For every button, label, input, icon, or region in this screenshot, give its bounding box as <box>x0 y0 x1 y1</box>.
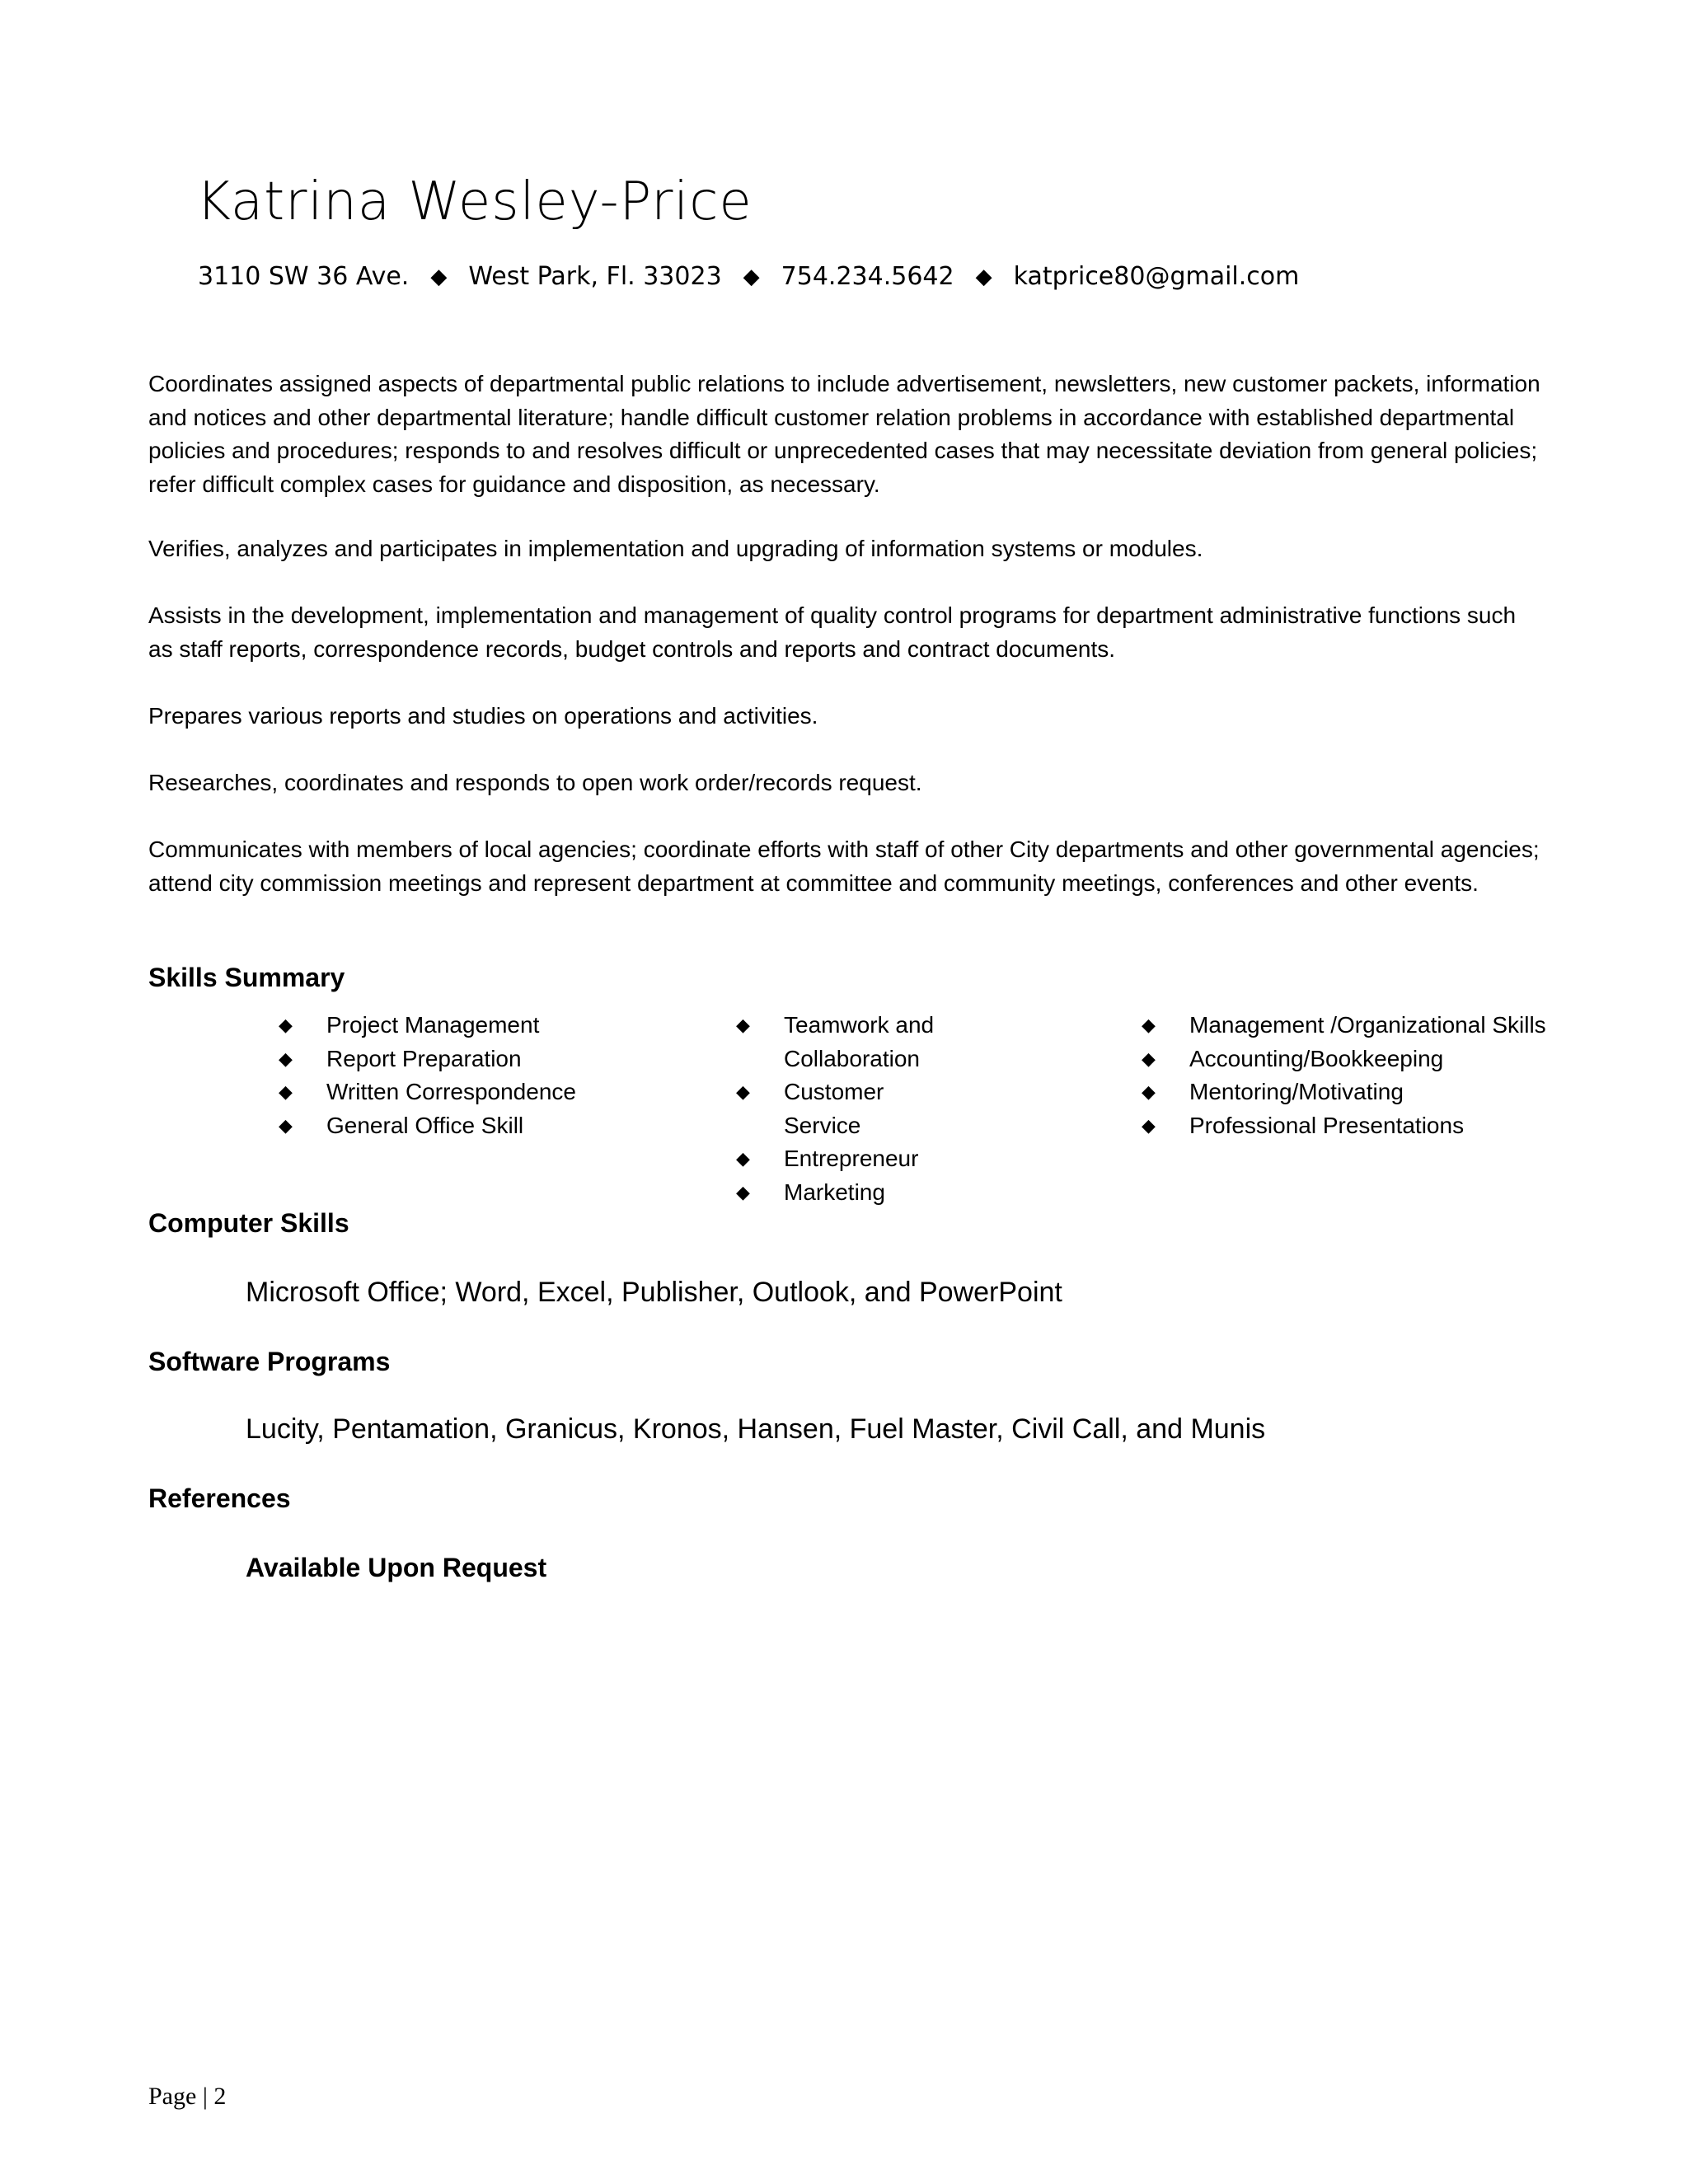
skill-item: ◆ Report Preparation <box>279 1043 649 1076</box>
diamond-bullet-icon: ◆ <box>1142 1081 1156 1102</box>
diamond-bullet-icon: ◆ <box>736 1181 750 1202</box>
software-programs-heading: Software Programs <box>148 1347 391 1376</box>
diamond-separator-icon: ◆ <box>975 265 992 289</box>
duty-paragraph: Researches, coordinates and responds to open work order/records request. <box>148 770 922 795</box>
diamond-bullet-icon: ◆ <box>279 1114 293 1136</box>
address: 3110 SW 36 Ave. <box>198 262 410 291</box>
candidate-name: Katrina Wesley-Price <box>196 171 753 232</box>
software-programs-text: Lucity, Pentamation, Granicus, Kronos, Hansen, Fuel Master, Civil Call, and Munis <box>246 1413 1266 1445</box>
diamond-bullet-icon: ◆ <box>736 1081 750 1102</box>
diamond-bullet-icon: ◆ <box>279 1081 293 1102</box>
diamond-bullet-icon: ◆ <box>279 1047 293 1069</box>
diamond-bullet-icon: ◆ <box>1142 1114 1156 1136</box>
diamond-bullet-icon: ◆ <box>1142 1047 1156 1069</box>
skill-item: ◆ Entrepreneur <box>736 1142 967 1176</box>
skill-item: ◆ Written Correspondence <box>279 1076 649 1109</box>
computer-skills-text: Microsoft Office; Word, Excel, Publisher, Outlook, and PowerPoint <box>246 1277 1062 1308</box>
diamond-bullet-icon: ◆ <box>1142 1015 1156 1035</box>
skill-item: ◆ Marketing <box>736 1176 967 1210</box>
diamond-bullet-icon: ◆ <box>736 1148 750 1169</box>
duty-paragraph: Verifies, analyzes and participates in implementation and upgrading of information systems or modules. <box>148 536 1203 561</box>
skill-item: ◆ Professional Presentations <box>1142 1109 1570 1143</box>
skill-item: ◆ Teamwork and Collaboration <box>736 1009 967 1076</box>
skill-item: ◆ Project Management <box>279 1009 649 1043</box>
duty-paragraph: Prepares various reports and studies on operations and activities. <box>148 703 818 729</box>
email-address: katprice80@gmail.com <box>1013 262 1300 291</box>
skills-column-1 <box>279 1009 649 1142</box>
duty-paragraph: Communicates with members of local agencies; coordinate efforts with staff of other City departments and other governmental agencies; attend city commission meetings and represent department at committee and community meetings, conferences and other events. <box>148 837 1540 896</box>
skills-column-2 <box>736 1009 967 1209</box>
skill-item: ◆ Management /Organizational Skills <box>1142 1009 1570 1043</box>
skill-item: ◆ Accounting/Bookkeeping <box>1142 1043 1570 1076</box>
diamond-bullet-icon: ◆ <box>736 1015 750 1035</box>
skill-item: ◆ General Office Skill <box>279 1109 649 1143</box>
city-state-zip: West Park, Fl. 33023 <box>468 262 722 291</box>
duty-paragraph: Assists in the development, implementation and management of quality control programs for department administrative functions such as staff reports, correspondence records, budget controls and reports and contract documents. <box>148 602 1517 662</box>
phone-number: 754.234.5642 <box>781 262 954 291</box>
diamond-separator-icon: ◆ <box>743 265 760 289</box>
skill-item: ◆ Customer Service <box>736 1076 967 1142</box>
diamond-separator-icon: ◆ <box>430 265 448 289</box>
page-number: Page | 2 <box>148 2083 227 2110</box>
duty-paragraph: Coordinates assigned aspects of departmental public relations to include advertisement, newsletters, new customer packets, information and notices and other departmental literature; handle difficult customer relation problems in accordance with established departmental policies and procedures; responds to and resolves difficult or unprecedented cases that may necessitate deviation from general policies; refer difficult complex cases for guidance and disposition, as necessary. <box>148 371 1540 497</box>
skill-item: ◆ Mentoring/Motivating <box>1142 1076 1570 1109</box>
skills-column-3 <box>1142 1009 1570 1142</box>
contact-line <box>198 260 1299 293</box>
computer-skills-heading: Computer Skills <box>148 1208 349 1238</box>
diamond-bullet-icon: ◆ <box>279 1015 293 1035</box>
references-heading: References <box>148 1483 291 1513</box>
skills-summary-heading: Skills Summary <box>148 963 345 992</box>
references-text: Available Upon Request <box>246 1553 547 1582</box>
